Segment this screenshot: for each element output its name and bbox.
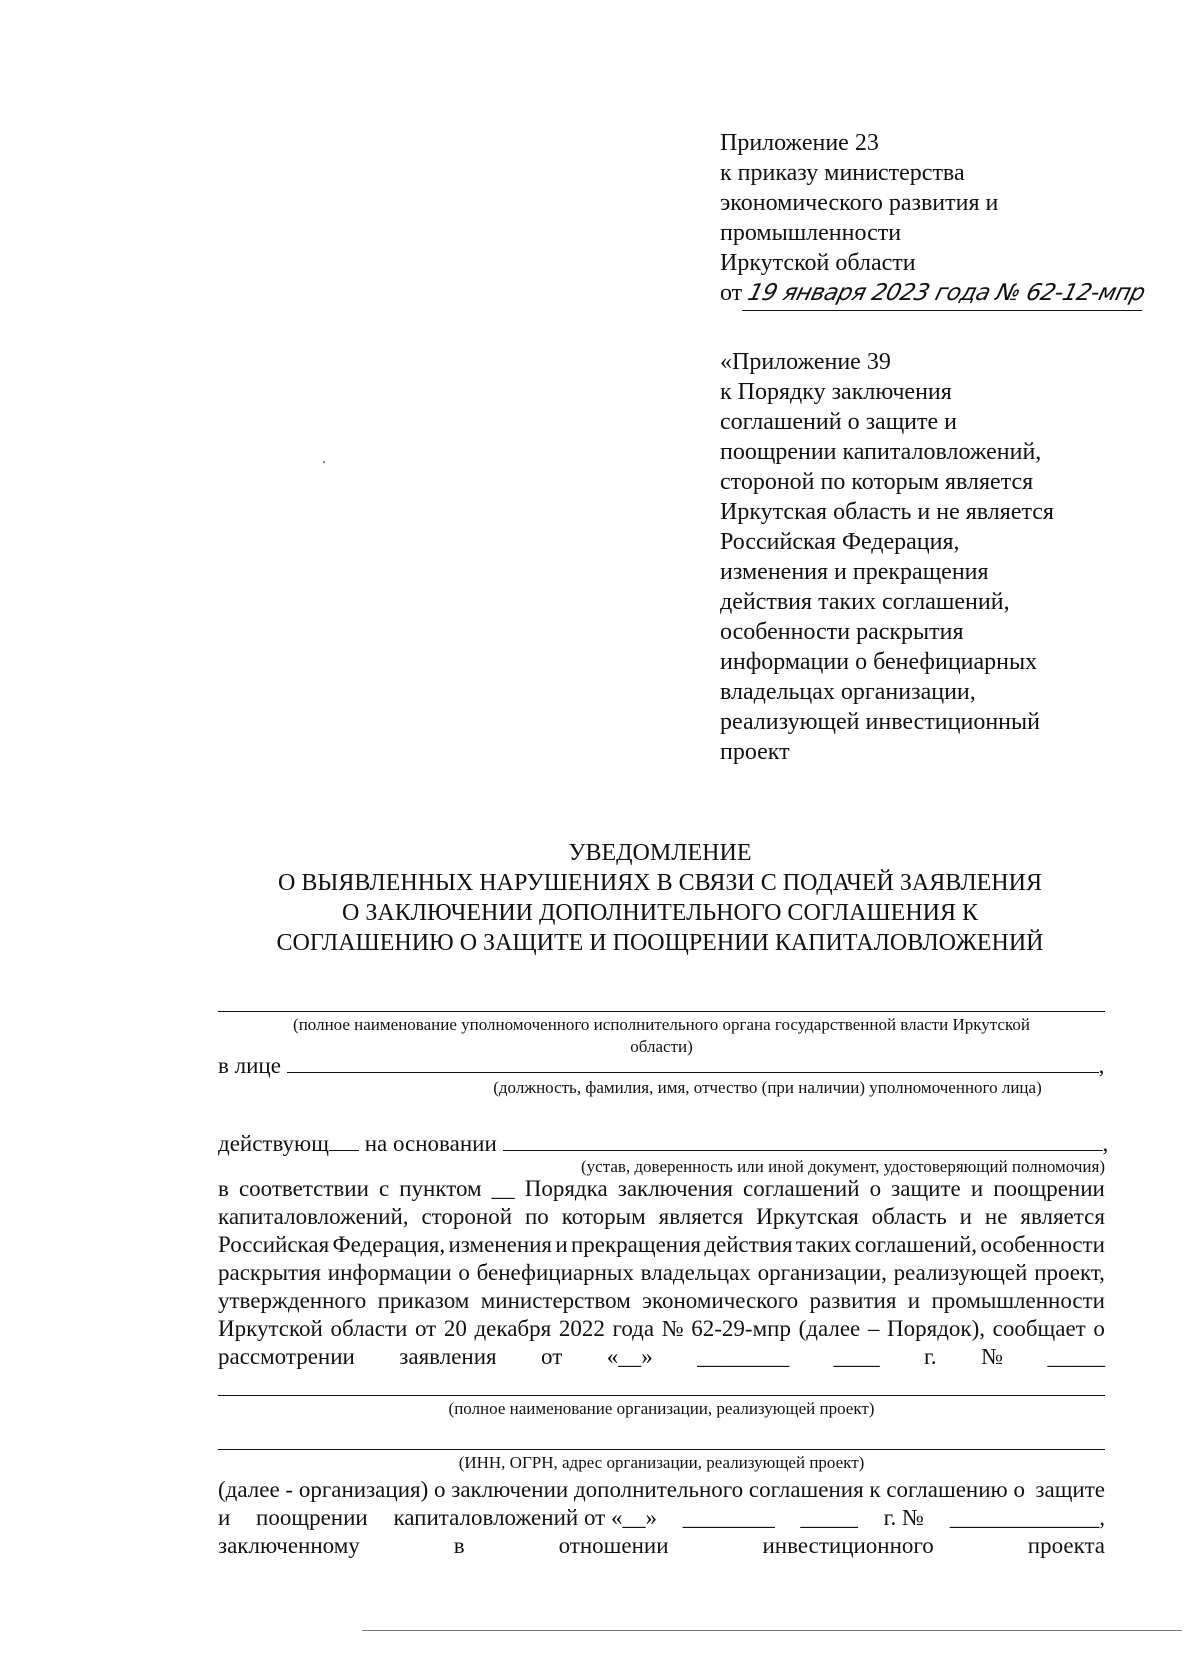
word: пунктом (399, 1176, 482, 1201)
word: организации, (757, 1260, 887, 1285)
basis-line: действующ на основании , (218, 1131, 1109, 1156)
word: с (378, 1176, 390, 1201)
word: Иркутской (218, 1316, 323, 1341)
closing-line (218, 1504, 1105, 1532)
authority-caption-line: (полное наименование уполномоченного исполнительного органа государственной власти Иркутской (293, 1015, 1030, 1034)
word: ________ (697, 1344, 790, 1369)
appendix-line: промышленности (720, 220, 902, 246)
closing-line (218, 1476, 1105, 1504)
basis-label: на основании (364, 1131, 497, 1156)
acting-ending-field (329, 1132, 359, 1151)
closing-text: инвестиционного (762, 1533, 934, 1558)
authority-name-rule (218, 1011, 1105, 1012)
word: реализующей (893, 1260, 1028, 1285)
word: Порядок), (887, 1316, 985, 1341)
order-appendix-line: изменения и прекращения (720, 559, 989, 585)
acting-label: действующ (218, 1131, 329, 1156)
inn-caption (218, 1452, 1105, 1474)
word: __ (491, 1176, 515, 1201)
order-appendix-line: информации о бенефициарных (720, 649, 1038, 675)
appendix-date-line (720, 278, 1148, 311)
paragraph-line (218, 1175, 1105, 1203)
closing-text: в (453, 1533, 465, 1558)
word: от (414, 1316, 437, 1341)
word: защите (891, 1176, 961, 1201)
order-appendix-line: стороной по которым является (720, 469, 1034, 495)
closing-text: капиталовложений от «__» (393, 1505, 657, 1530)
word: раскрытия (218, 1260, 321, 1285)
word: изменения (448, 1232, 553, 1257)
word: не (984, 1204, 1008, 1229)
order-appendix-line: «Приложение 39 (720, 349, 891, 375)
word: которым (561, 1204, 646, 1229)
word: соглашений, (854, 1232, 978, 1257)
organization-name-rule (218, 1395, 1105, 1396)
closing-line (218, 1532, 1105, 1560)
word: Федерация, (332, 1232, 446, 1257)
order-appendix-line: Иркутская область и не является (720, 499, 1054, 525)
title-line: УВЕДОМЛЕНИЕ (568, 840, 752, 866)
order-appendix-line: владельцах организации, (720, 679, 976, 705)
word: приказом (377, 1288, 470, 1313)
order-appendix-line: поощрении капиталовложений, (720, 439, 1042, 465)
word: Порядка (524, 1176, 608, 1201)
word: заключения (617, 1176, 733, 1201)
word: соответствии (238, 1176, 369, 1201)
word: владельцах (640, 1260, 751, 1285)
title-line: О ЗАКЛЮЧЕНИИ ДОПОЛНИТЕЛЬНОГО СОГЛАШЕНИЯ К (342, 900, 978, 926)
order-appendix-line: к Порядку заключения (720, 379, 952, 405)
closing-text: проекта (1027, 1533, 1105, 1558)
closing-text: _____________, (949, 1505, 1105, 1530)
word: и (970, 1176, 984, 1201)
paragraph-line (218, 1287, 1105, 1315)
appendix-line: экономического развития и (720, 190, 999, 216)
word: область (871, 1204, 947, 1229)
word: г. (924, 1344, 937, 1369)
word: прекращения (570, 1232, 701, 1257)
word: от (541, 1344, 563, 1369)
word: сообщает (992, 1316, 1086, 1341)
document-title (210, 838, 1110, 958)
scan-speck (323, 461, 325, 463)
in-person-line: в лице , (218, 1053, 1105, 1078)
word: 2022 (558, 1316, 605, 1341)
word: является (1020, 1204, 1105, 1229)
word: заявления (399, 1344, 497, 1369)
order-appendix-line: действия таких соглашений, (720, 589, 1010, 615)
word: действия (704, 1232, 793, 1257)
word: Иркутская (756, 1204, 859, 1229)
organization-caption-text: (полное наименование организации, реализующей проект) (448, 1399, 875, 1418)
word: утвержденного (218, 1288, 367, 1313)
word: является (658, 1204, 744, 1229)
word: года (612, 1316, 655, 1341)
word: «__» (606, 1344, 653, 1369)
word: о (869, 1176, 882, 1201)
word: особенности (980, 1232, 1105, 1257)
order-appendix-line: проект (720, 739, 790, 765)
appendix-line: Приложение 23 (720, 130, 879, 156)
paragraph-line (218, 1203, 1105, 1231)
inn-rule (218, 1449, 1105, 1450)
word: информации (327, 1260, 452, 1285)
order-appendix-line: Российская Федерация, (720, 529, 960, 555)
word: _____ (1047, 1344, 1105, 1369)
closing-text: и (218, 1505, 231, 1530)
word: 20 (443, 1316, 467, 1341)
paragraph-line (218, 1315, 1105, 1343)
handwritten-date: 19 января 2023 года № 62-12-мпр (742, 278, 1150, 311)
word: экономического (642, 1288, 799, 1313)
appendix-line: Иркутской области (720, 250, 916, 276)
in-person-field (287, 1054, 1099, 1073)
word: в (218, 1176, 229, 1201)
appendix-line: к приказу министерства (720, 160, 965, 186)
basis-field (503, 1132, 1103, 1151)
closing-text: _____ (800, 1505, 858, 1530)
organization-caption (218, 1398, 1105, 1420)
authority-caption-line: области) (630, 1037, 693, 1056)
word: ____ (833, 1344, 880, 1369)
word: министерством (480, 1288, 631, 1313)
title-line: СОГЛАШЕНИЮ О ЗАЩИТЕ И ПООЩРЕНИИ КАПИТАЛОВЛОЖЕНИЙ (276, 930, 1044, 956)
word: рассмотрении (218, 1344, 355, 1369)
paragraph-line (218, 1259, 1105, 1287)
order-appendix-line: соглашений о защите и (720, 409, 958, 435)
word: о (1093, 1316, 1105, 1341)
closing-text: ________ (682, 1505, 775, 1530)
appendix-header (720, 128, 1148, 311)
word: 62-29-мпр (691, 1316, 791, 1341)
word: – (867, 1316, 880, 1341)
word: капиталовложений, (218, 1204, 409, 1229)
closing-text: г. № (883, 1505, 924, 1530)
word: области (330, 1316, 408, 1341)
closing-text: отношении (558, 1533, 669, 1558)
word: декабря (474, 1316, 552, 1341)
paragraph-line (218, 1231, 1105, 1259)
word: Российская (218, 1232, 330, 1257)
person-caption-text: (должность, фамилия, имя, отчество (при наличии) уполномоченного лица) (493, 1078, 1042, 1097)
order-appendix-line: особенности раскрытия (720, 619, 964, 645)
closing-text: (далее - организация) о заключении дополнительного соглашения к соглашению о (218, 1477, 1025, 1502)
order-appendix-line: реализующей инвестиционный (720, 709, 1040, 735)
main-paragraph (218, 1175, 1105, 1371)
closing-text: поощрении (256, 1505, 368, 1530)
word: бенефициарных (476, 1260, 634, 1285)
word: развития (809, 1288, 897, 1313)
word: о (458, 1260, 470, 1285)
order-appendix-header (720, 347, 1140, 767)
word: по (524, 1204, 549, 1229)
word: и (555, 1232, 568, 1257)
word: № (981, 1344, 1004, 1369)
closing-text: заключенному (218, 1533, 360, 1558)
word: соглашений (743, 1176, 860, 1201)
word: № (661, 1316, 684, 1341)
in-person-label: в лице (218, 1053, 281, 1078)
word: (далее (798, 1316, 861, 1341)
footer-rule (362, 1630, 1182, 1631)
closing-text: защите (1035, 1477, 1105, 1502)
word: таких (795, 1232, 852, 1257)
word: проект, (1034, 1260, 1105, 1285)
title-line: О ВЫЯВЛЕННЫХ НАРУШЕНИЯХ В СВЯЗИ С ПОДАЧЕЙ ЗАЯВЛЕНИЯ (278, 870, 1042, 896)
word: поощрении (993, 1176, 1105, 1201)
paragraph-line (218, 1343, 1105, 1371)
word: и (959, 1204, 972, 1229)
date-prefix: от (720, 280, 743, 306)
basis-caption-text: (устав, доверенность или иной документ, удостоверяющий полномочия) (580, 1157, 1105, 1176)
word: стороной (421, 1204, 513, 1229)
person-caption (430, 1077, 1105, 1099)
word: промышленности (931, 1288, 1105, 1313)
inn-caption-text: (ИНН, ОГРН, адрес организации, реализующей проект) (458, 1453, 865, 1472)
word: и (907, 1288, 921, 1313)
